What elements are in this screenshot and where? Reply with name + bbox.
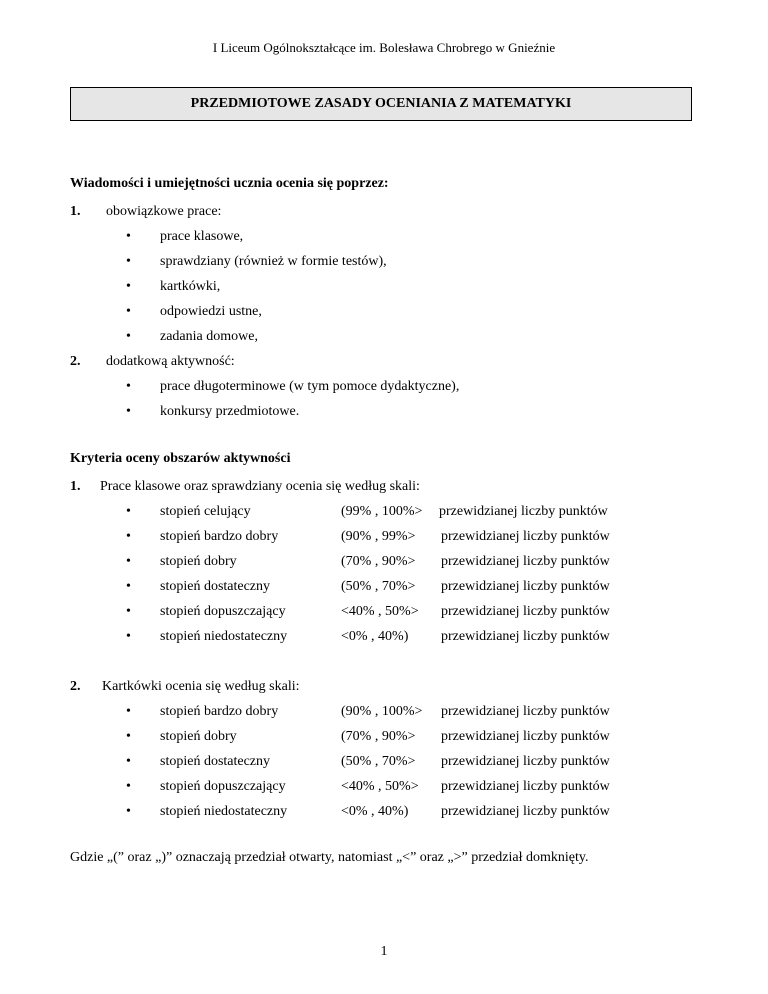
section1-heading: Wiadomości i umiejętności ucznia ocenia się poprzez: — [70, 176, 389, 191]
grade-name: stopień dobry — [160, 729, 237, 744]
grade-name: stopień dopuszczający — [160, 779, 286, 794]
grade-description: przewidzianej liczby punktów — [441, 529, 610, 544]
bullet-icon: • — [126, 254, 131, 269]
section1-item1-label: obowiązkowe prace: — [106, 204, 222, 219]
bullet-icon: • — [126, 629, 131, 644]
grade-description: przewidzianej liczby punktów — [441, 554, 610, 569]
grade-range: <0% , 40%) — [341, 804, 409, 819]
grade-range: (50% , 70%> — [341, 579, 416, 594]
list-item: zadania domowe, — [160, 329, 258, 344]
grade-description: przewidzianej liczby punktów — [441, 804, 610, 819]
grade-description: przewidzianej liczby punktów — [441, 604, 610, 619]
list-item: prace klasowe, — [160, 229, 244, 244]
bullet-icon: • — [126, 304, 131, 319]
grade-description: przewidzianej liczby punktów — [441, 754, 610, 769]
grade-name: stopień bardzo dobry — [160, 529, 279, 544]
document-title: PRZEDMIOTOWE ZASADY OCENIANIA Z MATEMATYKI — [190, 96, 572, 111]
bullet-icon: • — [126, 279, 131, 294]
bullet-icon: • — [126, 579, 131, 594]
grade-range: <40% , 50%> — [341, 604, 419, 619]
grade-description: przewidzianej liczby punktów — [441, 779, 610, 794]
list-item: odpowiedzi ustne, — [160, 304, 262, 319]
bullet-icon: • — [126, 404, 131, 419]
list-item: kartkówki, — [160, 279, 221, 294]
bullet-icon: • — [126, 229, 131, 244]
grade-range: (50% , 70%> — [341, 754, 416, 769]
grade-range: <40% , 50%> — [341, 779, 419, 794]
section1-item1-number: 1. — [70, 204, 81, 219]
bullet-icon: • — [126, 754, 131, 769]
grade-range: (70% , 90%> — [341, 554, 416, 569]
section2-item1-number: 1. — [70, 479, 81, 494]
document-title-box — [70, 87, 692, 121]
grade-range: <0% , 40%) — [341, 629, 409, 644]
list-item: sprawdziany (również w formie testów), — [160, 254, 387, 269]
grade-description: przewidzianej liczby punktów — [441, 579, 610, 594]
section1-item2-label: dodatkową aktywność: — [106, 354, 235, 369]
bullet-icon: • — [126, 779, 131, 794]
bullet-icon: • — [126, 329, 131, 344]
grade-range: (90% , 99%> — [341, 529, 416, 544]
interval-note: Gdzie „(” oraz „)” oznaczają przedział otwarty, natomiast „<” oraz „>” przedział domknięty. — [70, 850, 589, 865]
bullet-icon: • — [126, 729, 131, 744]
section2-item2-label: Kartkówki ocenia się według skali: — [102, 679, 300, 694]
grade-name: stopień dostateczny — [160, 754, 271, 769]
section2-item1-label: Prace klasowe oraz sprawdziany ocenia się według skali: — [100, 479, 420, 494]
grade-name: stopień niedostateczny — [160, 629, 288, 644]
grade-name: stopień niedostateczny — [160, 804, 288, 819]
grade-description: przewidzianej liczby punktów — [441, 629, 610, 644]
bullet-icon: • — [126, 604, 131, 619]
grade-range: (99% , 100%> — [341, 504, 423, 519]
grade-name: stopień celujący — [160, 504, 251, 519]
section1-item2-number: 2. — [70, 354, 81, 369]
grade-range: (70% , 90%> — [341, 729, 416, 744]
page-number: 1 — [380, 944, 388, 959]
grade-name: stopień dopuszczający — [160, 604, 286, 619]
grade-description: przewidzianej liczby punktów — [441, 704, 610, 719]
grade-name: stopień bardzo dobry — [160, 704, 279, 719]
list-item: prace długoterminowe (w tym pomoce dydaktyczne), — [160, 379, 460, 394]
section2-item2-number: 2. — [70, 679, 81, 694]
page-header: I Liceum Ogólnokształcące im. Bolesława Chrobrego w Gnieźnie — [212, 40, 556, 55]
bullet-icon: • — [126, 804, 131, 819]
bullet-icon: • — [126, 704, 131, 719]
section2-heading: Kryteria oceny obszarów aktywności — [70, 451, 291, 466]
grade-description: przewidzianej liczby punktów — [441, 729, 610, 744]
bullet-icon: • — [126, 529, 131, 544]
grade-description: przewidzianej liczby punktów — [439, 504, 608, 519]
bullet-icon: • — [126, 554, 131, 569]
bullet-icon: • — [126, 379, 131, 394]
bullet-icon: • — [126, 504, 131, 519]
grade-name: stopień dostateczny — [160, 579, 271, 594]
list-item: konkursy przedmiotowe. — [160, 404, 300, 419]
grade-range: (90% , 100%> — [341, 704, 423, 719]
grade-name: stopień dobry — [160, 554, 237, 569]
